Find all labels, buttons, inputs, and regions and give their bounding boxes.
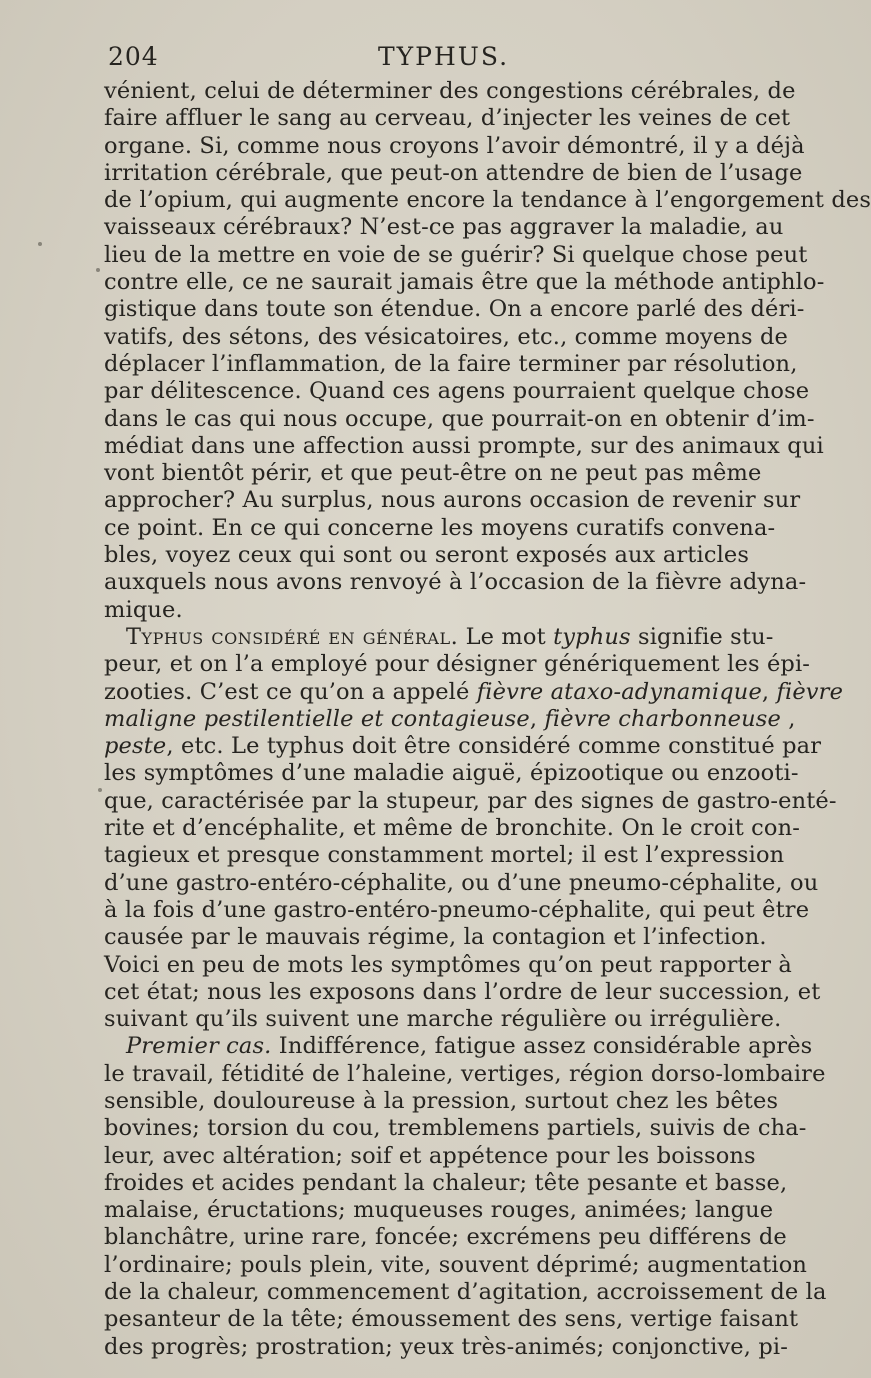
text-line: le travail, fétidité de l’haleine, vertiges, région dorso-lombaire: [104, 1060, 826, 1087]
text-run: Indifférence, fatigue assez considérable après: [271, 1033, 813, 1060]
text-run: ,: [529, 705, 545, 732]
text-line: vaisseaux cérébraux? N’est-ce pas aggraver la maladie, au: [104, 214, 784, 241]
text-line: rite et d’encéphalite, et même de bronchite. On le croit con-: [104, 815, 801, 842]
text-line: approcher? Au surplus, nous aurons occasion de revenir sur: [104, 487, 801, 514]
text-line: médiat dans une affection aussi prompte, sur des animaux qui: [104, 432, 824, 459]
text-line: vont bientôt périr, et que peut-être on ne peut pas même: [104, 460, 762, 487]
italic-term: peste: [104, 733, 167, 760]
running-head: TYPHUS.: [378, 42, 510, 71]
paper-speck: [96, 268, 100, 272]
text-line: organe. Si, comme nous croyons l’avoir démontré, il y a déjà: [104, 132, 805, 159]
text-line: mique.: [104, 596, 183, 623]
text-line: causée par le mauvais régime, la contagion et l’infection.: [104, 924, 767, 951]
text-run: signifie stu-: [630, 623, 774, 650]
text-run: , etc. Le typhus doit être considéré comme constitué par: [166, 733, 822, 760]
text-line: par délitescence. Quand ces agens pourraient quelque chose: [104, 378, 810, 405]
text-line: de la chaleur, commencement d’agitation, accroissement de la: [104, 1279, 827, 1306]
text-line: les symptômes d’une maladie aiguë, épizootique ou enzooti-: [104, 760, 799, 787]
italic-term: fièvre ataxo-adynamique: [476, 678, 762, 705]
text-line: sensible, douloureuse à la pression, surtout chez les bêtes: [104, 1087, 779, 1114]
body-text: [104, 78, 871, 1361]
text-line: tagieux et presque constamment mortel; il est l’expression: [104, 842, 785, 869]
paper-speck: [38, 242, 42, 246]
text-line: vatifs, des sétons, des vésicatoires, etc., comme moyens de: [104, 323, 789, 350]
text-line: blanchâtre, urine rare, foncée; excrémens peu différens de: [104, 1224, 787, 1251]
text-line: gistique dans toute son étendue. On a encore parlé des déri-: [104, 296, 805, 323]
text-line: froides et acides pendant la chaleur; tête pesante et basse,: [104, 1169, 788, 1196]
text-line: que, caractérisée par la stupeur, par des signes de gastro-enté-: [104, 787, 837, 814]
italic-term: typhus: [553, 623, 631, 650]
text-run: ,: [761, 678, 777, 705]
text-line: vénient, celui de déterminer des congestions cérébrales, de: [104, 78, 796, 104]
page-header: [108, 42, 748, 78]
text-line: d’une gastro-entéro-céphalite, ou d’une pneumo-céphalite, ou: [104, 869, 819, 896]
text-line: peur, et on l’a employé pour désigner génériquement les épi-: [104, 651, 811, 678]
text-line: lieu de la mettre en voie de se guérir? Si quelque chose peut: [104, 241, 808, 268]
italic-term: fièvre charbonneuse: [544, 705, 781, 732]
text-line: dans le cas qui nous occupe, que pourrait-on en obtenir d’im-: [104, 405, 815, 432]
text-line: faire affluer le sang au cerveau, d’injecter les veines de cet: [104, 105, 791, 132]
text-line: contre elle, ce ne saurait jamais être que la méthode antiphlo-: [104, 269, 825, 296]
section-heading: Typhus considéré en général.: [126, 623, 459, 650]
text-line: bovines; torsion du cou, tremblemens partiels, suivis de cha-: [104, 1115, 807, 1142]
text-line: [104, 705, 796, 733]
text-line: à la fois d’une gastro-entéro-pneumo-céphalite, qui peut être: [104, 896, 810, 923]
paper-speck: [98, 788, 102, 792]
italic-term: maligne pestilentielle et contagieuse: [104, 705, 530, 732]
text-run: ,: [780, 705, 796, 732]
text-line: Voici en peu de mots les symptômes qu’on peut rapporter à: [104, 951, 792, 978]
section-first-line: [104, 623, 774, 651]
text-run: Le mot: [458, 623, 554, 650]
text-line: déplacer l’inflammation, de la faire terminer par résolution,: [104, 350, 798, 377]
text-line: de l’opium, qui augmente encore la tendance à l’engorgement des: [104, 187, 871, 214]
text-line: [104, 678, 844, 706]
text-line: pesanteur de la tête; émoussement des sens, vertige faisant: [104, 1306, 799, 1333]
text-run: zooties. C’est ce qu’on a appelé: [104, 678, 477, 705]
text-line: des progrès; prostration; yeux très-animés; conjonctive, pi-: [104, 1333, 789, 1360]
text-line: suivant qu’ils suivent une marche régulière ou irrégulière.: [104, 1006, 782, 1033]
text-line: leur, avec altération; soif et appétence pour les boissons: [104, 1142, 756, 1169]
text-line: cet état; nous les exposons dans l’ordre de leur succession, et: [104, 978, 821, 1005]
italic-term: fièvre: [776, 678, 844, 705]
text-line: malaise, éructations; muqueuses rouges, animées; langue: [104, 1197, 774, 1224]
page-number: 204: [108, 42, 159, 71]
text-line: [104, 733, 822, 760]
case-label: Premier cas.: [126, 1033, 272, 1060]
text-line: ce point. En ce qui concerne les moyens curatifs convena-: [104, 514, 776, 541]
text-line: bles, voyez ceux qui sont ou seront exposés aux articles: [104, 542, 750, 569]
text-line: irritation cérébrale, que peut-on attendre de bien de l’usage: [104, 159, 803, 186]
text-line: l’ordinaire; pouls plein, vite, souvent déprimé; augmentation: [104, 1251, 808, 1278]
case-first-line: [104, 1033, 813, 1060]
text-line: auxquels nous avons renvoyé à l’occasion de la fièvre adyna-: [104, 569, 807, 596]
